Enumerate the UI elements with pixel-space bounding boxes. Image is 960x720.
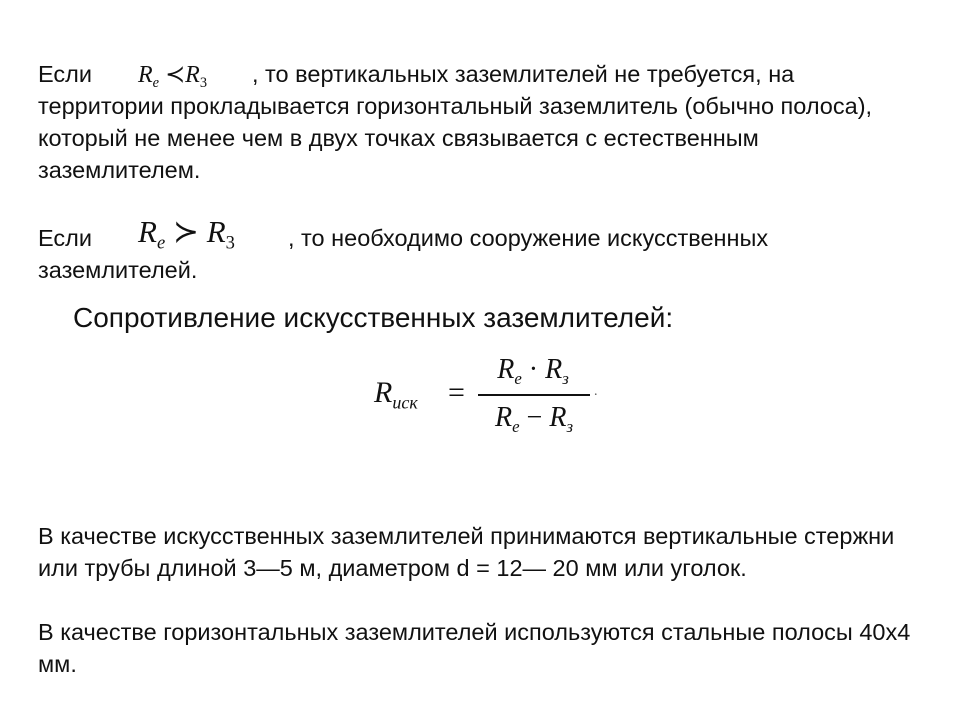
formula-symbol: R	[206, 214, 226, 249]
formula-symbol: R	[545, 354, 563, 385]
formula-symbol: R	[138, 62, 153, 88]
paragraph-1-rest: территории прокладывается горизонтальный заземлитель (обычно полоса), который не менее чем в двух точках связывается с естественным заземлителем.	[38, 93, 873, 183]
formula-subscript: з	[562, 368, 569, 388]
paragraph-1-first-line	[38, 58, 938, 90]
paragraph-1-prefix: Если	[38, 61, 92, 87]
paragraph-2-condition-formula	[138, 216, 235, 260]
fraction-bar	[478, 394, 590, 396]
formula-relation: ≻	[172, 214, 199, 250]
formula-symbol: R	[185, 62, 200, 88]
paragraph-4: В качестве горизонтальных заземлителей используются стальные полосы 40x4 мм.	[38, 619, 911, 677]
paragraph-3: В качестве искусственных заземлителей принимаются вертикальные стержни или трубы длиной 3—5 м, диаметром d = 12— 20 мм или уголок.	[38, 523, 895, 581]
formula-subscript: e	[156, 232, 166, 254]
paragraph-2-rest: заземлителей.	[38, 257, 198, 283]
paragraph-2-first-line	[38, 214, 938, 256]
formula-trailing-dot: .	[594, 384, 598, 399]
paragraph-2-first-line-rest: , то необходимо сооружение искусственных	[288, 225, 769, 251]
resistance-formula	[374, 350, 604, 440]
formula-symbol: R	[497, 354, 515, 385]
formula-subscript: 3	[199, 75, 208, 92]
formula-subscript: e	[514, 368, 522, 388]
formula-symbol: R	[374, 376, 393, 409]
paragraph-1-first-line-rest: , то вертикальных заземлителей не требуется, на	[252, 61, 795, 87]
formula-equals: =	[448, 376, 465, 409]
formula-denominator	[478, 398, 590, 447]
paragraph-2-prefix: Если	[38, 225, 92, 251]
formula-subscript: иск	[392, 392, 418, 413]
formula-relation: ≺	[165, 60, 186, 88]
formula-symbol: R	[549, 402, 567, 433]
formula-subscript: з	[566, 416, 574, 436]
formula-lhs	[374, 373, 418, 422]
section-heading: Сопротивление искусственных заземлителей:	[73, 302, 674, 333]
formula-subscript: 3	[225, 232, 235, 254]
formula-symbol: R	[138, 214, 157, 249]
formula-numerator	[478, 350, 588, 399]
formula-operator: ·	[528, 354, 539, 385]
formula-operator: −	[526, 402, 543, 433]
formula-symbol: R	[494, 402, 513, 433]
formula-subscript: e	[152, 75, 160, 92]
formula-subscript: e	[512, 416, 520, 436]
